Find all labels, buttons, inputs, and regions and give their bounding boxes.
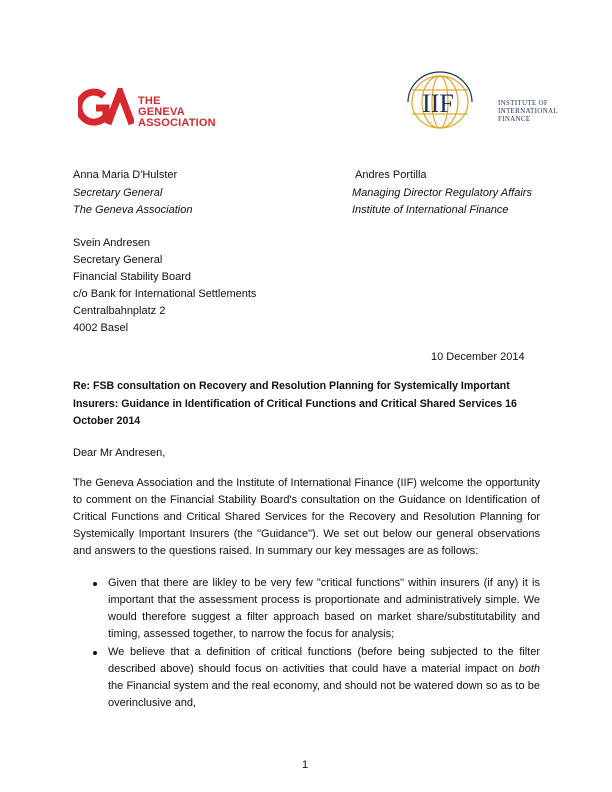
left-signatory-org: The Geneva Association [73, 204, 193, 216]
iif-logo-mark [400, 70, 496, 130]
left-signatory-name: Anna Maria D'Hulster [73, 169, 178, 181]
bullet-marker [93, 582, 97, 586]
subject-line: Insurers: Guidance in Identification of Critical Functions and Critical Shared Services 16 [73, 398, 517, 410]
geneva-association-logo-mark [78, 88, 134, 128]
bullet-marker [93, 651, 97, 655]
geneva-association-logo-text: THE GENEVA ASSOCIATION [138, 95, 216, 129]
page-number: 1 [302, 759, 309, 771]
left-signatory-title: Secretary General [73, 187, 163, 199]
recipient-line: Svein Andresen [73, 237, 151, 249]
salutation: Dear Mr Andresen, [73, 447, 166, 459]
right-signatory-title: Managing Director Regulatory Affairs [352, 187, 532, 199]
right-signatory-org: Institute of International Finance [352, 204, 509, 216]
recipient-line: 4002 Basel [73, 322, 129, 334]
intro-paragraph: The Geneva Association and the Institute of International Finance (IIF) welcome the opportunity to comment on the Financial Stability Board's consultation on the Guidance on Identification of Critical Functions and Critical Shared Services for the Recovery and Resolution Planning for Systemically Important Insurers (the "Guidance"). We set out below our general observations and answers to the questions raised. In summary our key messages are as follows: [73, 477, 540, 557]
recipient-line: Centralbahnplatz 2 [73, 305, 166, 317]
bullet-text-emphasis: both [518, 663, 540, 675]
right-signatory-name: Andres Portilla [355, 169, 427, 181]
recipient-line: Secretary General [73, 254, 163, 266]
subject-line: Re: FSB consultation on Recovery and Resolution Planning for Systemically Important [73, 380, 510, 392]
letter-date: 10 December 2014 [431, 351, 525, 363]
bullet-item [108, 644, 540, 712]
recipient-line: Financial Stability Board [73, 271, 192, 283]
bullet-item: Given that there are likley to be very few "critical functions" within insurers (if any) it is important that the assessment process is proportionate and administratively simple. We would therefore suggest a filter approach based on market share/substitutability and timing, assessed together, to narrow the focus for analysis; [108, 577, 540, 640]
subject-line: October 2014 [73, 415, 141, 427]
bullet-text-post: the Financial system and the real economy, and should not be watered down so as to be overinclusive and, [108, 680, 540, 709]
iif-logo-text: INSTITUTE OF INTERNATIONAL FINANCE [498, 99, 558, 123]
bullet-text-pre: We believe that a definition of critical functions (before being subjected to the filter described above) should focus on activities that could have a material impact on [108, 646, 540, 675]
recipient-line: c/o Bank for International Settlements [73, 288, 257, 300]
iif-logo-letters: IIF [422, 89, 454, 118]
